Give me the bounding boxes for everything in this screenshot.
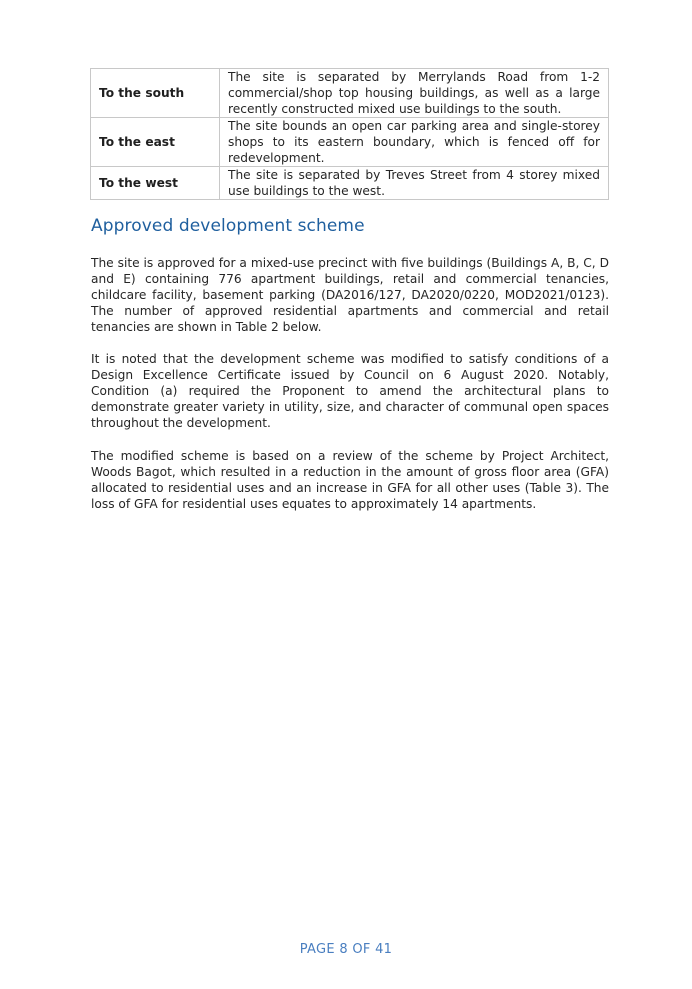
table-row bbox=[91, 118, 609, 167]
boundary-description: The site is separated by Merrylands Road from 1-2 commercial/shop top housing buildings, as well as a large recently constructed mixed use buildings to the south. bbox=[220, 69, 609, 118]
boundary-description: The site is separated by Treves Street from 4 storey mixed use buildings to the west. bbox=[220, 167, 609, 200]
page-number: PAGE 8 OF 41 bbox=[299, 942, 393, 957]
site-boundaries-table bbox=[90, 68, 609, 200]
body-paragraph: It is noted that the development scheme was modified to satisfy conditions of a Design Excellence Certificate issued by Council on 6 August 2020. Notably, Condition (a) required the Proponent to amend the architectural plans to demonstrate greater variety in utility, size, and character of communal open spaces throughout the development. bbox=[91, 352, 609, 430]
table-row bbox=[91, 167, 609, 200]
body-paragraph: The site is approved for a mixed-use precinct with five buildings (Buildings A, B, C, D and E) containing 776 apartment buildings, retail and commercial tenancies, childcare facility, basement parking (DA2016/127, DA2020/0220, MOD2021/0123). The number of approved residential apartments and commercial and retail tenancies are shown in Table 2 below. bbox=[91, 256, 609, 334]
boundary-direction: To the west bbox=[91, 167, 220, 200]
boundary-direction: To the south bbox=[91, 69, 220, 118]
body-paragraph: The modified scheme is based on a review of the scheme by Project Architect, Woods Bagot, which resulted in a reduction in the amount of gross floor area (GFA) allocated to residential uses and an increase in GFA for all other uses (Table 3). The loss of GFA for residential uses equates to approximately 14 apartments. bbox=[91, 449, 609, 511]
section-heading: Approved development scheme bbox=[91, 216, 365, 236]
table-row bbox=[91, 69, 609, 118]
boundary-description: The site bounds an open car parking area and single-storey shops to its eastern boundary, which is fenced off for redevelopment. bbox=[220, 118, 609, 167]
boundary-direction: To the east bbox=[91, 118, 220, 167]
